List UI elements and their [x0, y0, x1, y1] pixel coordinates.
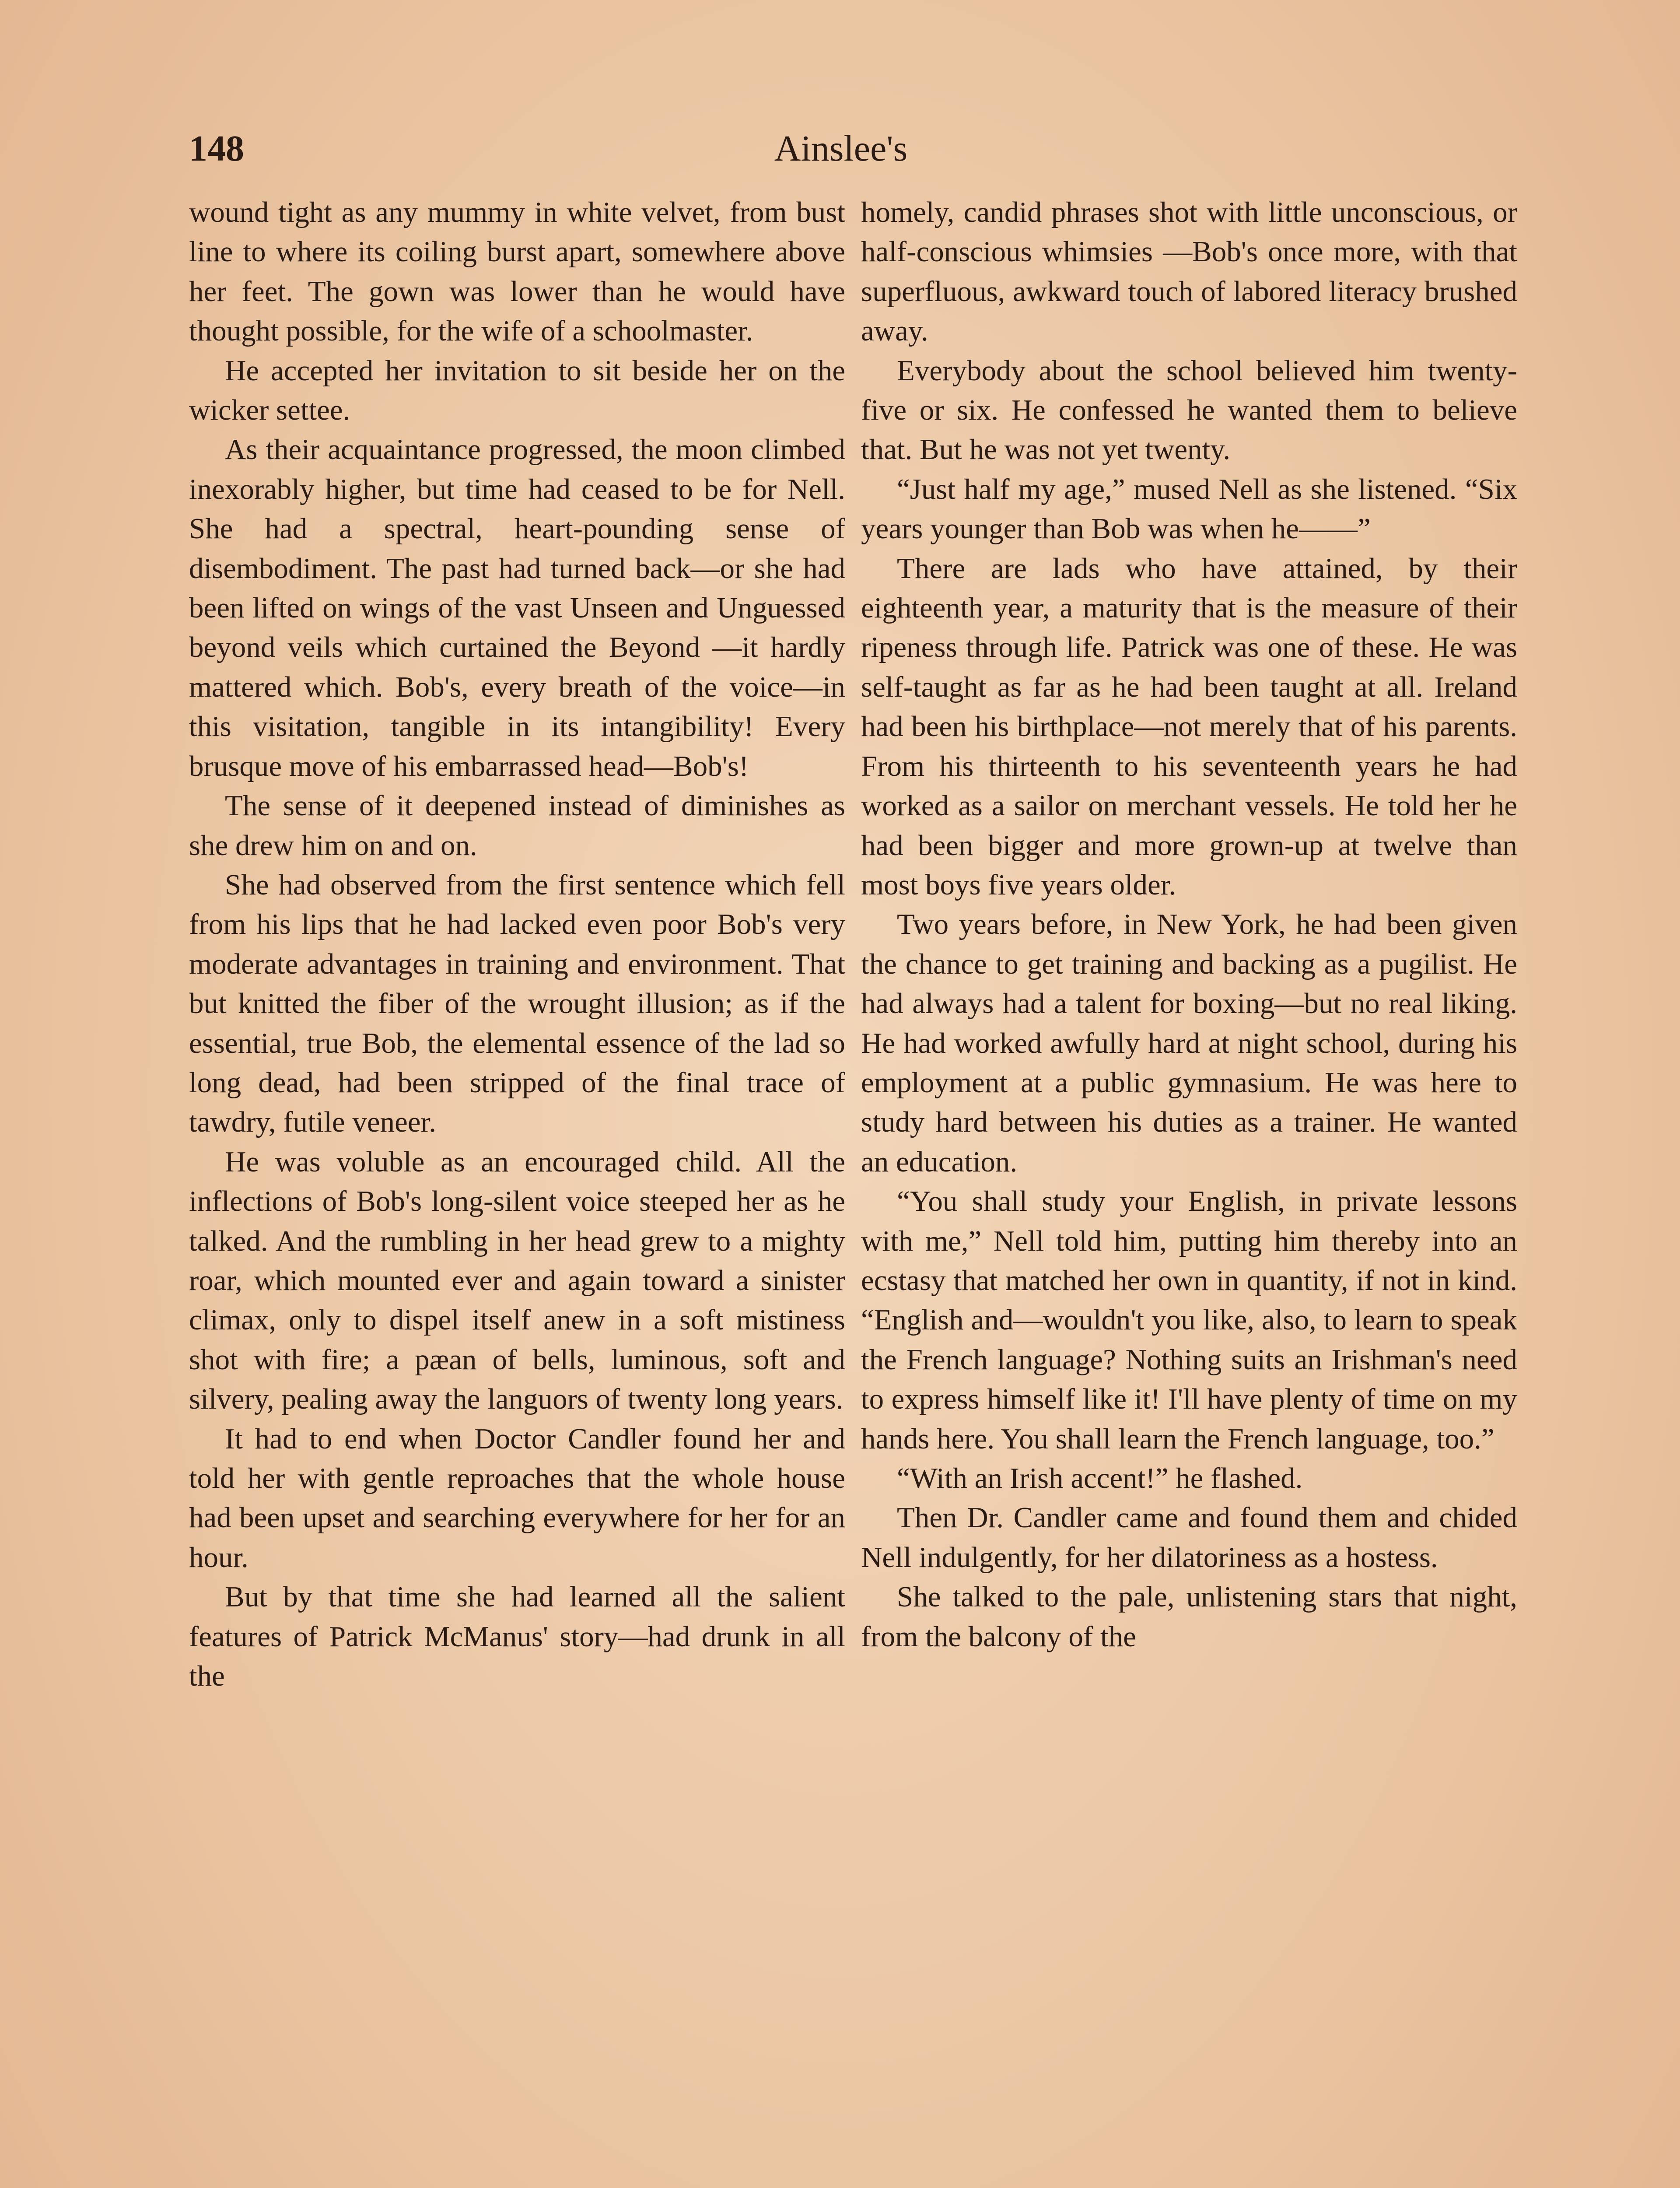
paragraph: homely, candid phrases shot with little unconscious, or half-conscious whimsies —Bob's once more, with that superfluous, awkward touch of labored literacy brushed away.	[861, 196, 1517, 347]
paragraph: wound tight as any mummy in white velvet, from bust line to where its coiling burst apart, somewhere above her feet. The gown was lower than he would have thought possible, for the wife of a schoolmaster.	[189, 196, 845, 347]
left-column	[189, 193, 845, 1696]
paragraph: The sense of it deepened instead of diminishes as she drew him on and on.	[189, 789, 845, 862]
page-number: 148	[189, 128, 244, 169]
paragraph: He accepted her invitation to sit beside her on the wicker settee.	[189, 354, 845, 427]
paragraph: “You shall study your English, in private lessons with me,” Nell told him, putting him thereby into an ecstasy that matched her own in quantity, if not in kind. “English and—wouldn't you like, also, to learn to speak the French language? Nothing suits an Irishman's need to express himself like it! I'll have plenty of time on my hands here. You shall learn the French language, too.”	[861, 1185, 1517, 1455]
paragraph: It had to end when Doctor Candler found her and told her with gentle reproaches that the whole house had been upset and searching everywhere for her for an hour.	[189, 1422, 845, 1574]
running-title: Ainslee's	[774, 128, 908, 169]
right-column	[861, 193, 1517, 1656]
page-header	[189, 123, 1493, 175]
paragraph: “Just half my age,” mused Nell as she listened. “Six years younger than Bob was when he——”	[861, 473, 1517, 545]
paragraph: Two years before, in New York, he had been given the chance to get training and backing as a pugilist. He had always had a talent for boxing—but no real liking. He had worked awfully hard at night school, during his employment at a public gymnasium. He was here to study hard between his duties as a trainer. He wanted an education.	[861, 908, 1517, 1178]
paragraph: She talked to the pale, unlistening stars that night, from the balcony of the	[861, 1581, 1517, 1653]
paragraph: As their acquaintance progressed, the moon climbed inexorably higher, but time had ceased to be for Nell. She had a spectral, heart-pounding sense of disembodiment. The past had turned back—or she had been lifted on wings of the vast Unseen and Unguessed beyond veils which curtained the Beyond —it hardly mattered which. Bob's, every breath of the voice—in this visitation, tangible in its intangibility! Every brusque move of his embarrassed head—Bob's!	[189, 433, 845, 782]
paragraph: “With an Irish accent!” he flashed.	[897, 1462, 1303, 1494]
paragraph: But by that time she had learned all the salient features of Patrick McManus' story—had drunk in all the	[189, 1581, 845, 1693]
paragraph: Then Dr. Candler came and found them and chided Nell indulgently, for her dilatoriness as a hostess.	[861, 1501, 1517, 1574]
paragraph: There are lads who have attained, by their eighteenth year, a maturity that is the measure of their ripeness through life. Patrick was one of these. He was self-taught as far as he had been taught at all. Ireland had been his birthplace—not merely that of his parents. From his thirteenth to his seventeenth years he had worked as a sailor on merchant vessels. He told her he had been bigger and more grown-up at twelve than most boys five years older.	[861, 552, 1517, 901]
paragraph: He was voluble as an encouraged child. All the inflections of Bob's long-silent voice steeped her as he talked. And the rumbling in her head grew to a mighty roar, which mounted ever and again toward a sinister climax, only to dispel itself anew in a soft mistiness shot with fire; a pæan of bells, luminous, soft and silvery, pealing away the languors of twenty long years.	[189, 1145, 845, 1416]
paragraph: Everybody about the school believed him twenty-five or six. He confessed he wanted them to believe that. But he was not yet twenty.	[861, 354, 1517, 466]
paragraph: She had observed from the first sentence which fell from his lips that he had lacked even poor Bob's very moderate advantages in training and environment. That but knitted the fiber of the wrought illusion; as if the essential, true Bob, the elemental essence of the lad so long dead, had been stripped of the final trace of tawdry, futile veneer.	[189, 868, 845, 1139]
